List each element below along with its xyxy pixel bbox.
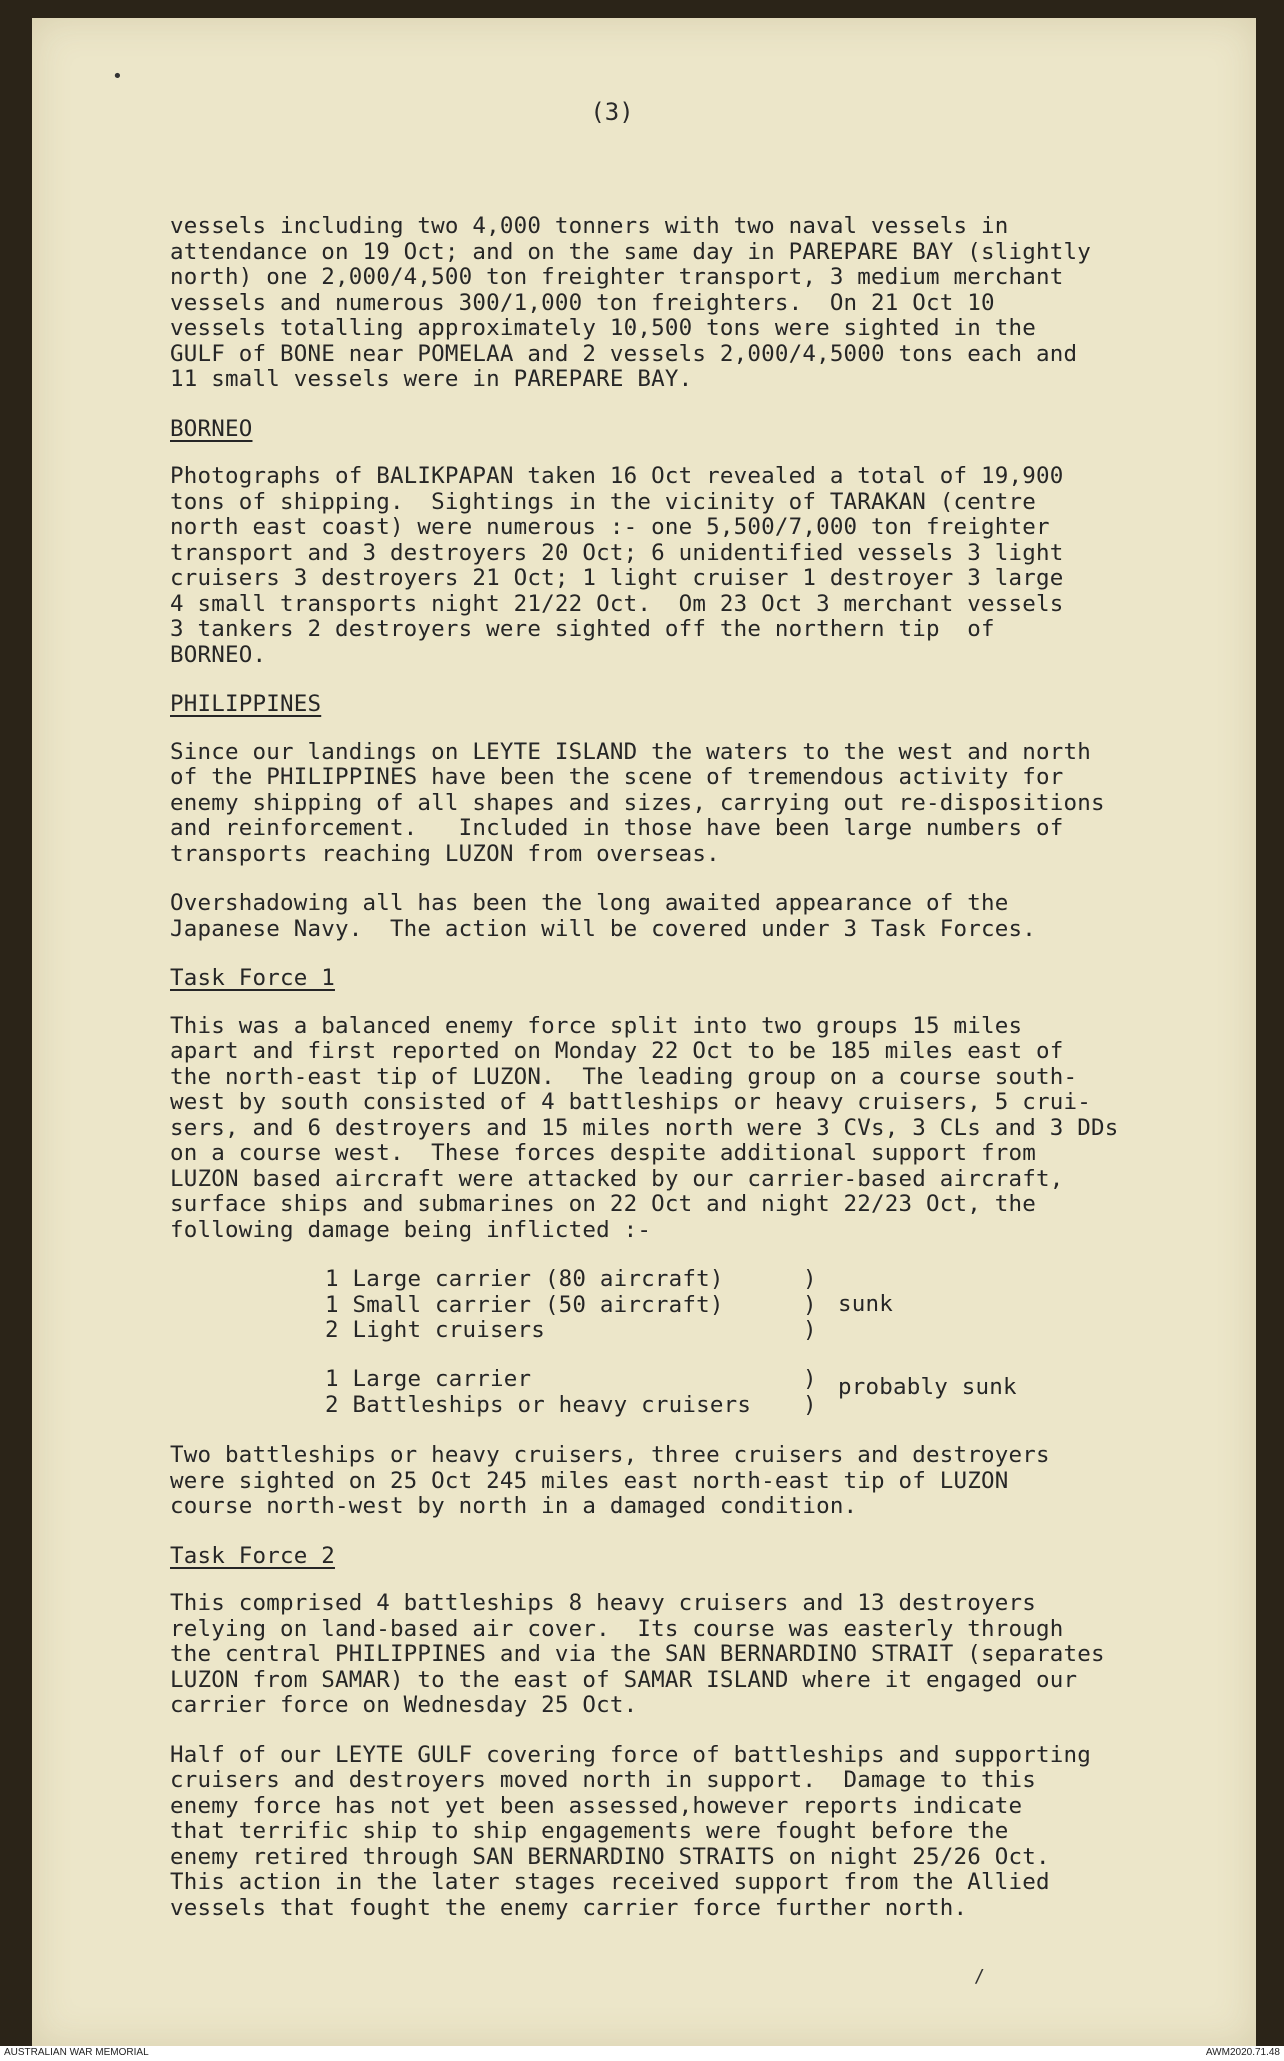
damage-probable-brackets: ) ) [803,1366,817,1418]
heading-task-force-1: Task Force 1 [170,965,335,991]
document-page [32,18,1256,2046]
paragraph-philippines-2: Overshadowing all has been the long awaited appearance of the Japanese Navy. The action will be covered under 3 Task Forces. [170,890,1037,942]
damage-list-sunk [170,1267,1220,1343]
heading-philippines: PHILIPPINES [170,691,322,717]
punch-mark: • [112,66,123,87]
damage-probable-label: probably sunk [838,1374,1017,1400]
damage-sunk-items: 1 Large carrier (80 aircraft) 1 Small carrier (50 aircraft) 2 Light cruisers [325,1266,724,1343]
damage-sunk-brackets: ) ) ) [803,1266,817,1343]
paragraph-borneo: Photographs of BALIKPAPAN taken 16 Oct revealed a total of 19,900 tons of shipping. Sightings in the vicinity of TARAKAN (centre north east coast) were numerous :- one 5,500/7,000 ton freighter transport and 3 destroyers 20 Oct; 6 unidentified vessels 3 light cruisers 3 destroyers 21 Oct; 1 light cruiser 1 destroyer 3 large 4 small transports night 21/22 Oct. Om 23 Oct 3 merchant vessels 3 tankers 2 destroyers were sighted off the northern tip of BORNEO. [170,463,1064,668]
damage-list-probable [170,1367,1220,1419]
paragraph-task-force-1-after: Two battleships or heavy cruisers, three cruisers and destroyers were sighted on 25 Oct 245 miles east north-east tip of LUZON course north-west by north in a damaged condition. [170,1442,1050,1519]
paragraph-task-force-2-after: Half of our LEYTE GULF covering force of battleships and supporting cruisers and destroyers moved north in support. Damage to this enemy force has not yet been assessed,however reports indicate that terrific ship to ship engagements were fought before the enemy retired through SAN BERNARDINO STRAITS on night 25/26 Oct. This action in the later stages received support from the Allied vessels that fought the enemy carrier force further north. [170,1741,1091,1921]
page-number: (3) [590,98,634,126]
document-body [170,214,1220,1945]
heading-borneo: BORNEO [170,415,253,442]
footer-reference: AWM2020.71.48 [1205,2047,1280,2058]
paragraph-task-force-1: This was a balanced enemy force split into two groups 15 miles apart and first reported on Monday 22 Oct to be 185 miles east of the north-east tip of LUZON. The leading group on a course south- west by south consisted of 4 battleships or heavy cruisers, 5 crui- sers, and 6 destroyers and 15 miles north were 3 CVs, 3 CLs and 3 DDs on a course west. These forces despite additional support from LUZON based aircraft were attacked by our carrier-based aircraft, surface ships and submarines on 22 Oct and night 22/23 Oct, the following damage being inflicted :- [170,1012,1119,1243]
paragraph-task-force-2: This comprised 4 battleships 8 heavy cruisers and 13 destroyers relying on land-based air cover. Its course was easterly through the central PHILIPPINES and via the SAN BERNARDINO STRAIT (separates LUZON from SAMAR) to the east of SAMAR ISLAND where it engaged our carrier force on Wednesday 25 Oct. [170,1590,1105,1718]
paragraph-continued: vessels including two 4,000 tonners with two naval vessels in attendance on 19 Oct; and on the same day in PAREPARE BAY (slightly north) one 2,000/4,500 ton freighter transport, 3 medium merchant vessels and numerous 300/1,000 ton freighters. On 21 Oct 10 vessels totalling approximately 10,500 tons were sighted in the GULF of BONE near POMELAA and 2 vessels 2,000/4,5000 tons each and 11 small vessels were in PAREPARE BAY. [170,213,1091,392]
pencil-mark: / [974,1966,985,1987]
damage-sunk-label: sunk [838,1291,893,1317]
damage-probable-items: 1 Large carrier 2 Battleships or heavy cruisers [325,1366,752,1418]
paragraph-philippines-1: Since our landings on LEYTE ISLAND the waters to the west and north of the PHILIPPINES have been the scene of tremendous activity for enemy shipping of all shapes and sizes, carrying out re-dispositions and reinforcement. Included in those have been large numbers of transports reaching LUZON from overseas. [170,738,1105,867]
archive-footer [0,2046,1284,2061]
heading-task-force-2: Task Force 2 [170,1542,335,1569]
footer-archive-name: AUSTRALIAN WAR MEMORIAL [4,2047,149,2058]
